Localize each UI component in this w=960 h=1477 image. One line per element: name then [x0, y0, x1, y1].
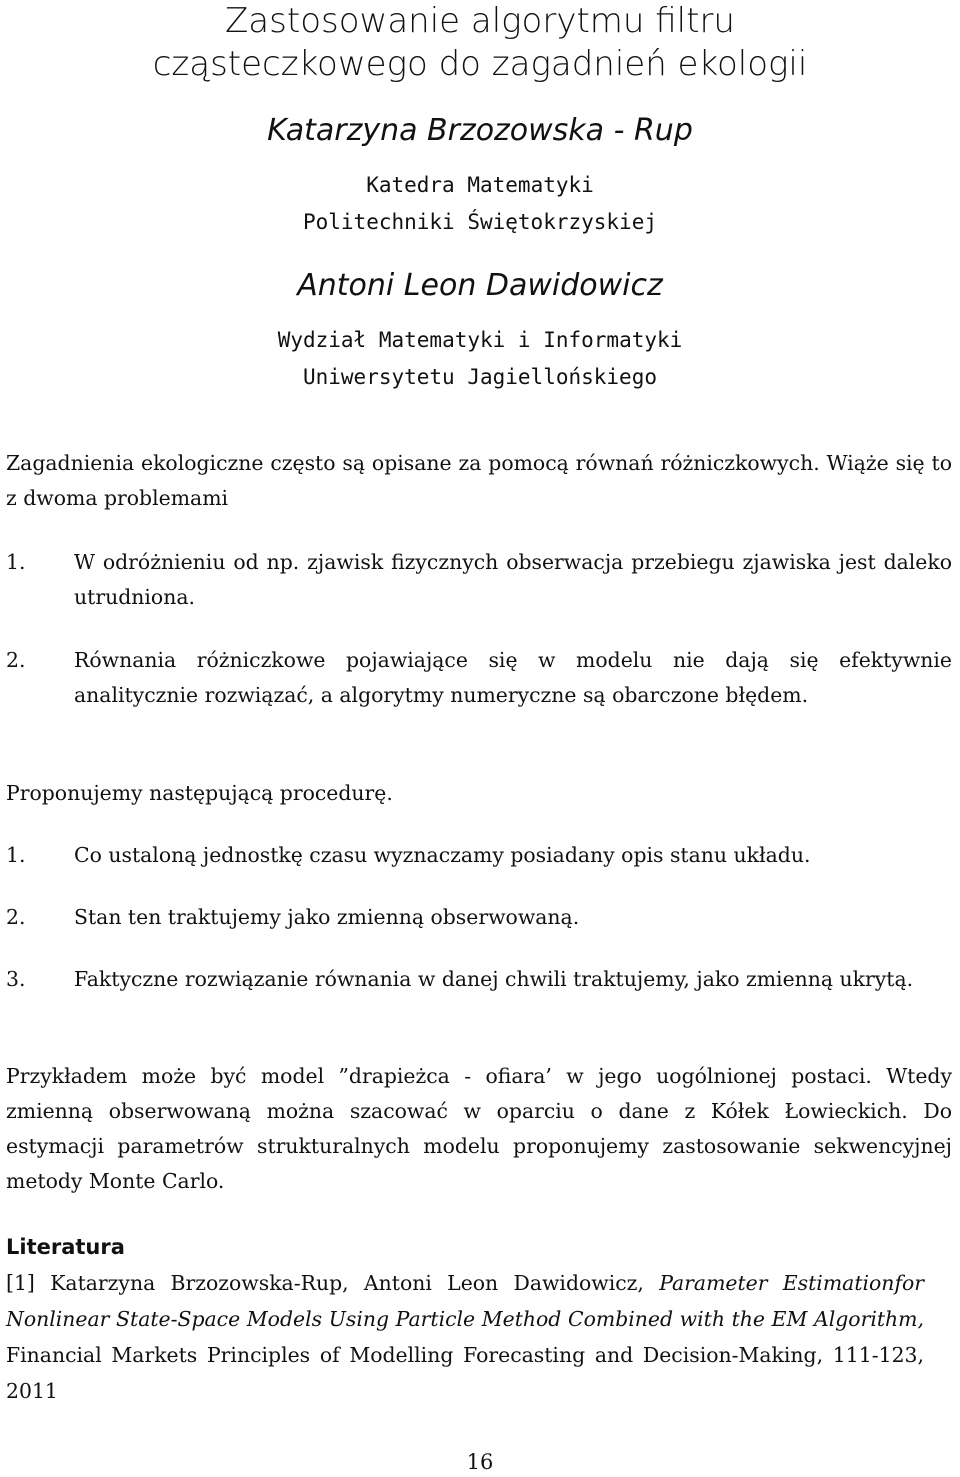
procedure-text-3: Faktyczne rozwiązanie równania w danej chwili traktujemy, jako zmienną ukrytą.: [74, 967, 914, 991]
reference-authors: Katarzyna Brzozowska-Rup, Antoni Leon Dawidowicz,: [50, 1271, 644, 1295]
author-2-affiliation-line-2: Uniwersytetu Jagiellońskiego: [302, 365, 657, 389]
reference-1: [6, 1265, 924, 1409]
author-1-affiliation-line-2: Politechniki Świętokrzyskiej: [302, 210, 657, 234]
literature-heading: Literatura: [6, 1235, 125, 1259]
procedure-item-1: [6, 838, 952, 873]
procedure-item-3: [6, 962, 952, 997]
reference-title: Parameter Estimationfor Nonlinear State-Space Models Using Particle Method Combined with the EM Algorithm,: [6, 1271, 925, 1331]
author-1-name: Katarzyna Brzozowska - Rup: [267, 113, 693, 148]
problem-text-1: W odróżnieniu od np. zjawisk fizycznych obserwacja przebiegu zjawiska jest daleko utrudniona.: [74, 550, 952, 609]
title-line-2: cząsteczkowego do zagadnień ekologii: [152, 44, 808, 84]
procedure-number-2: 2.: [6, 905, 26, 929]
example-text: Przykładem może być model ”drapieżca - ofiara’ w jego uogólnionej postaci. Wtedy zmienną obserwowaną można szacować w oparciu o dane z Kółek Łowieckich. Do estymacji parametrów strukturalnych modelu proponujemy zastosowanie sekwencyjnej metody Monte Carlo.: [6, 1064, 952, 1193]
intro-text: Zagadnienia ekologiczne często są opisane za pomocą równań różniczkowych. Wiąże się to z dwoma problemami: [6, 451, 952, 510]
title-line-1: Zastosowanie algorytmu filtru: [225, 1, 735, 41]
procedure-number-3: 3.: [6, 967, 26, 991]
author-2-affiliation: [0, 322, 960, 396]
procedure-text-1: Co ustaloną jednostkę czasu wyznaczamy posiadany opis stanu układu.: [74, 843, 811, 867]
problem-number-2: 2.: [6, 648, 26, 672]
procedure-text-2: Stan ten traktujemy jako zmienną obserwowaną.: [74, 905, 580, 929]
page-number: 16: [466, 1450, 494, 1474]
procedure-number-1: 1.: [6, 843, 26, 867]
problem-text-2: Równania różniczkowe pojawiające się w modelu nie dają się efektywnie analitycznie rozwiązać, a algorytmy numeryczne są obarczone błędem.: [74, 648, 952, 707]
reference-venue: Financial Markets Principles of Modelling Forecasting and Decision-Making, 111-123, 2011: [6, 1343, 924, 1403]
proposal-lead: [6, 776, 952, 811]
paper-title: [0, 0, 960, 86]
author-1-affiliation: [0, 167, 960, 241]
example-paragraph: [6, 1059, 952, 1199]
intro-paragraph: [6, 446, 952, 516]
author-1-affiliation-line-1: Katedra Matematyki: [366, 173, 594, 197]
author-2-affiliation-line-1: Wydział Matematyki i Informatyki: [277, 328, 683, 352]
reference-label: [1]: [6, 1271, 35, 1295]
problem-number-1: 1.: [6, 550, 26, 574]
author-2-name: Antoni Leon Dawidowicz: [297, 268, 663, 303]
problem-item-2: [6, 643, 952, 713]
problem-item-1: [6, 545, 952, 615]
procedure-item-2: [6, 900, 952, 935]
proposal-lead-text: Proponujemy następującą procedurę.: [6, 781, 393, 805]
